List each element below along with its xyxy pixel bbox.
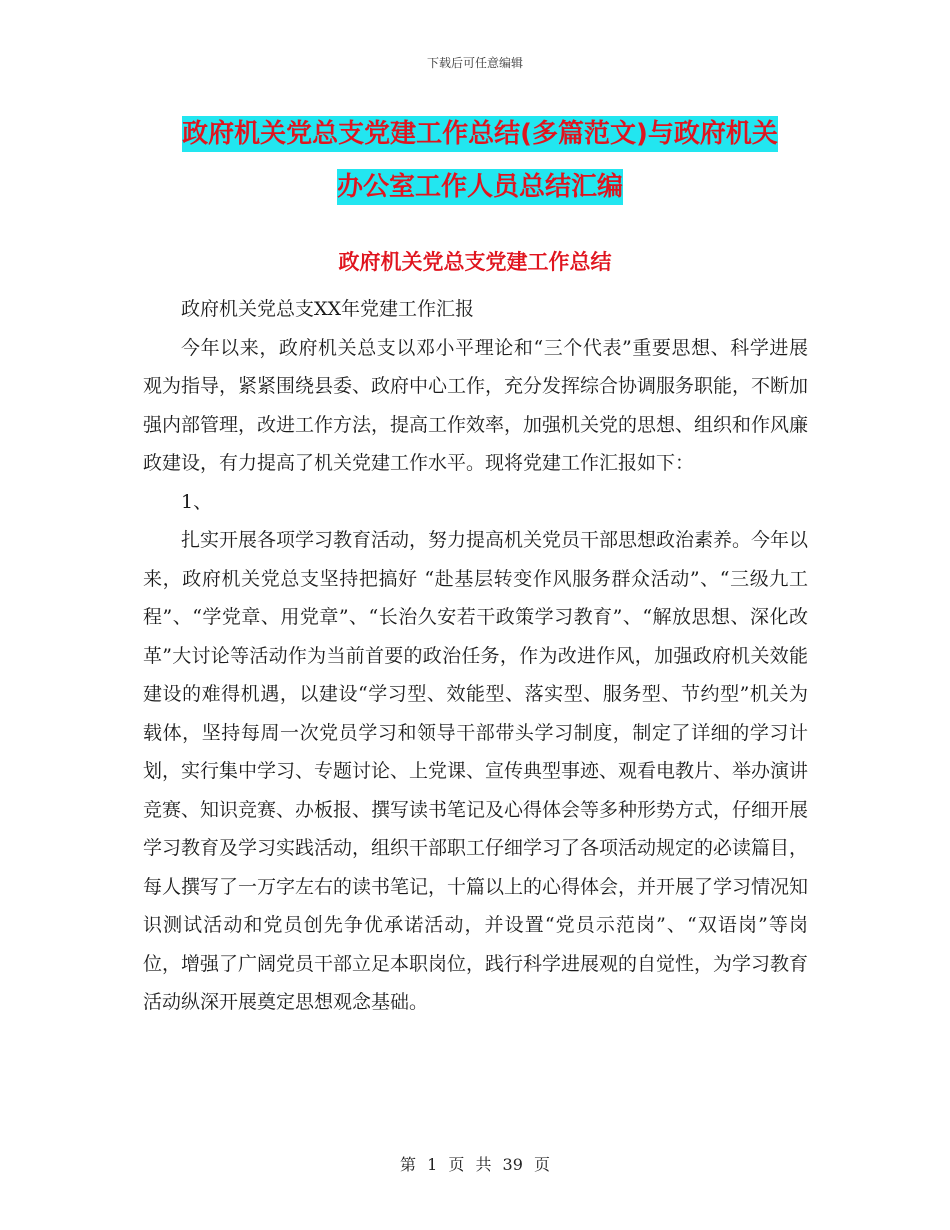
- section-title: 政府机关党总支党建工作总结: [338, 250, 612, 274]
- body-paragraph: 1、: [181, 490, 213, 513]
- body-paragraph: 今年以来，政府机关总支以邓小平理论和“三个代表”重要思想、科学进展观为指导，紧紧围绕县委、政府中心工作，充分发挥综合协调服务职能，不断加强内部管理，改进工作方法，提高工作效率，加强机关党的思想、组织和作风廉政建设，有力提高了机关党建工作水平。现将党建工作汇报如下：: [143, 336, 809, 474]
- page-footer: 第 1 页 共 39 页: [400, 1155, 550, 1174]
- document-title-line-1: 政府机关党总支党建工作总结(多篇范文)与政府机关: [182, 116, 778, 152]
- document-body: [143, 290, 808, 1022]
- body-paragraph: 政府机关党总支XX年党建工作汇报: [181, 298, 475, 320]
- header-note: 下载后可任意编辑: [426, 56, 523, 70]
- document-title: [140, 108, 820, 214]
- body-paragraph: 扎实开展各项学习教育活动，努力提高机关党员干部思想政治素养。今年以来，政府机关党总支坚持把搞好 “赴基层转变作风服务群众活动”、“三级九工程”、“学党章、用党章”、“长治久安若干政策学习教育”、“解放思想、深化改革”大讨论等活动作为当前首要的政治任务，作为改进作风，加强政府机关效能建设的难得机遇，以建设“学习型、效能型、落实型、服务型、节约型”机关为载体，坚持每周一次党员学习和领导干部带头学习制度，制定了详细的学习计划，实行集中学习、专题讨论、上党课、宣传典型事迹、观看电教片、举办演讲竞赛、知识竞赛、办板报、撰写读书笔记及心得体会等多种形势方式，仔细开展学习教育及学习实践活动，组织干部职工仔细学习了各项活动规定的必读篇目，每人撰写了一万字左右的读书笔记，十篇以上的心得体会，并开展了学习情况知识测试活动和党员创先争优承诺活动，并设置“党员示范岗”、“双语岗”等岗位，增强了广阔党员干部立足本职岗位，践行科学进展观的自觉性，为学习教育活动纵深开展奠定思想观念基础。: [143, 529, 809, 1013]
- document-title-line-2: 办公室工作人员总结汇编: [337, 169, 623, 205]
